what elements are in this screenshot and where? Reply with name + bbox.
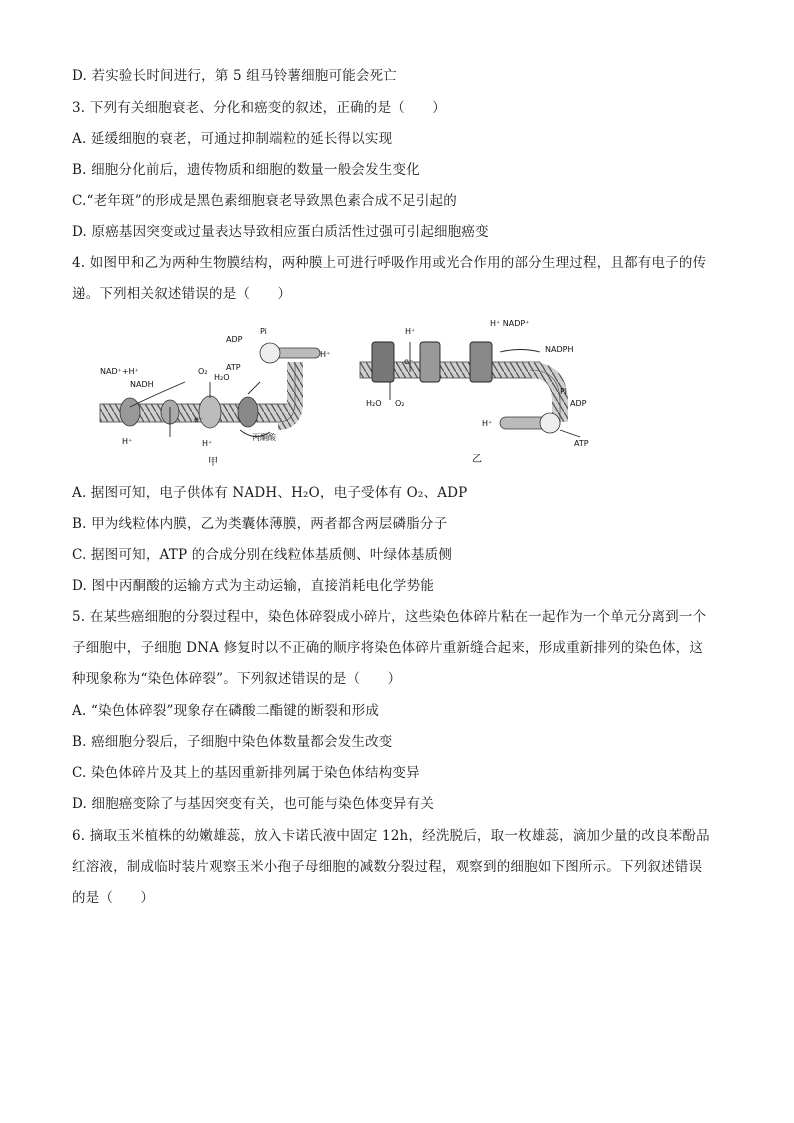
label-h-left-3: H⁺	[202, 439, 213, 448]
label-h2o-left: H₂O	[214, 373, 230, 382]
q3-option-a: A. 延缓细胞的衰老，可通过抑制端粒的延长得以实现	[72, 131, 393, 147]
q4-option-a: A. 据图可知，电子供体有 NADH、H₂O，电子受体有 O₂、ADP	[72, 485, 468, 501]
q4-stem-line1: 4. 如图甲和乙为两种生物膜结构，两种膜上可进行呼吸作用或光合作用的部分生理过程，且都有电子的传	[72, 255, 707, 271]
q4-option-c: C. 据图可知，ATP 的合成分别在线粒体基质侧、叶绿体基质侧	[72, 547, 453, 563]
q5-stem-line2: 子细胞中，子细胞 DNA 修复时以不正确的顺序将染色体碎片重新缝合起来，形成重新排列的染色体，这	[72, 640, 704, 656]
q5-option-b: B. 癌细胞分裂后，子细胞中染色体数量都会发生改变	[72, 734, 393, 750]
membrane-figure	[90, 312, 650, 470]
label-h-left: H⁺	[320, 350, 331, 359]
complex-1	[120, 398, 140, 426]
q2-option-d: D. 若实验长时间进行，第 5 组马铃薯细胞可能会死亡	[72, 68, 397, 84]
photosystem-1	[470, 342, 492, 382]
complex-4	[238, 397, 258, 427]
q4-option-d: D. 图中丙酮酸的运输方式为主动运输，直接消耗电化学势能	[72, 578, 435, 594]
label-e-right: e⁻	[404, 357, 414, 366]
q5-stem-line1: 5. 在某些癌细胞的分裂过程中，染色体碎裂成小碎片，这些染色体碎片粘在一起作为一个单元分离到一个	[72, 609, 707, 625]
label-adp-left: ADP	[226, 335, 243, 344]
q3-option-c: C.“老年斑”的形成是黑色素细胞衰老导致黑色素合成不足引起的	[72, 193, 457, 209]
label-o2-right: O₂	[395, 399, 405, 408]
q3-option-d: D. 原癌基因突变或过量表达导致相应蛋白质活性过强可引起细胞癌变	[72, 224, 489, 240]
label-nad: NAD⁺+H⁺	[100, 367, 139, 376]
q6-stem-line1: 6. 摘取玉米植株的幼嫩雄蕊，放入卡诺氏液中固定 12h，经洗脱后，取一枚雄蕊，滴加少量的改良苯酚品	[72, 828, 710, 844]
q4-option-b: B. 甲为线粒体内膜，乙为类囊体薄膜，两者都含两层磷脂分子	[72, 516, 448, 532]
label-e-left: e⁻	[194, 415, 204, 424]
label-atp-right: ATP	[574, 439, 589, 448]
label-h-left-2: H⁺	[122, 437, 133, 446]
q3-option-b: B. 细胞分化前后，遗传物质和细胞的数量一般会发生变化	[72, 162, 420, 178]
panel-left	[100, 327, 330, 468]
label-atp-left: ATP	[226, 363, 241, 372]
q5-option-a: A. “染色体碎裂”现象存在磷酸二酯键的断裂和形成	[72, 703, 380, 719]
label-o2-left: O₂	[198, 367, 208, 376]
q4-stem-line2: 递。下列相关叙述错误的是（ ）	[72, 286, 292, 302]
caption-right: 乙	[472, 454, 482, 465]
q3-stem: 3. 下列有关细胞衰老、分化和癌变的叙述，正确的是（ ）	[72, 100, 446, 116]
photosystem-2	[372, 342, 394, 382]
label-h-right-1: H⁺	[405, 327, 416, 336]
caption-left: 甲	[208, 457, 218, 468]
q5-option-c: C. 染色体碎片及其上的基因重新排列属于染色体结构变异	[72, 765, 420, 781]
label-h-nadp: H⁺ NADP⁺	[490, 319, 530, 328]
q5-option-d: D. 细胞癌变除了与基因突变有关，也可能与染色体变异有关	[72, 796, 435, 812]
panel-right	[360, 319, 589, 465]
label-pi-left: Pi	[260, 327, 267, 336]
label-h2o-right: H₂O	[366, 399, 382, 408]
label-nadph: NADPH	[545, 345, 574, 354]
cytochrome-complex	[420, 342, 440, 382]
label-pyruvate: 丙酮酸	[252, 433, 276, 442]
label-h-right-2: H⁺	[482, 419, 493, 428]
membrane-diagram	[90, 312, 650, 470]
label-adp-right: ADP	[570, 399, 587, 408]
q6-stem-line2: 红溶液，制成临时装片观察玉米小孢子母细胞的减数分裂过程，观察到的细胞如下图所示。下列叙述错误	[72, 859, 703, 875]
q6-stem-line3: 的是（ ）	[72, 890, 155, 906]
q5-stem-line3: 种现象称为“染色体碎裂”。下列叙述错误的是（ ）	[72, 671, 402, 687]
label-pi-right: Pi	[560, 387, 567, 396]
label-nadh: NADH	[130, 380, 154, 389]
